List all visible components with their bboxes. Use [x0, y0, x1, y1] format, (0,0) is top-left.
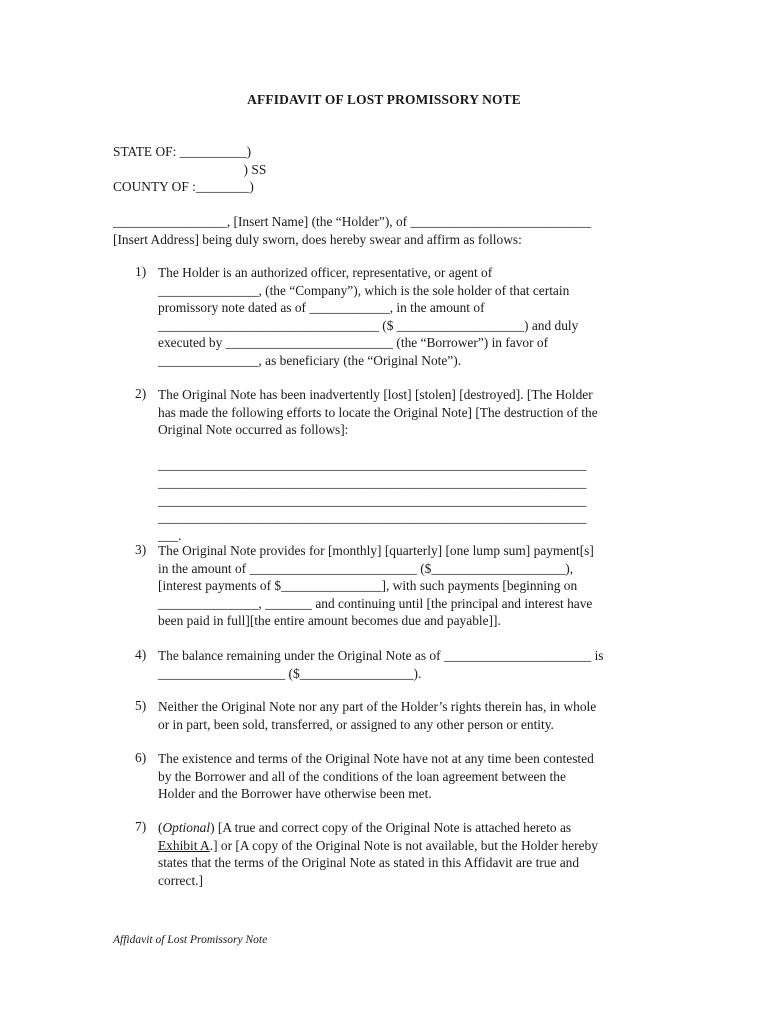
item-line: Original Note occurred as follows]:: [158, 422, 349, 438]
blank-line: ________________________________________________________________: [158, 510, 587, 526]
county-line: COUNTY OF :________): [113, 179, 254, 194]
item-line: states that the terms of the Original Note as stated in this Affidavit are true and: [158, 855, 580, 871]
item-line: Neither the Original Note nor any part of the Holder’s rights therein has, in whole: [158, 699, 597, 714]
item-line: The existence and terms of the Original Note have not at any time been contested: [158, 751, 594, 766]
blank-line: ___.: [158, 527, 182, 543]
item-number: 1): [135, 264, 147, 279]
item-line: [158, 837, 658, 855]
item-2-body: [158, 386, 658, 544]
intro-line-1: _________________, [Insert Name] (the “Holder”), of ___________________________: [113, 214, 592, 229]
item-line: promissory note dated as of ____________, in the amount of: [158, 300, 485, 316]
item-line: [158, 439, 658, 457]
item-6-body: [158, 750, 658, 803]
item-line: The balance remaining under the Original Note as of ______________________ is: [158, 648, 604, 663]
line-rest: ) [A true and correct copy of the Original Note is attached hereto as: [210, 820, 572, 835]
item-4-body: [158, 647, 658, 682]
item-line: Holder and the Borrower have otherwise been met.: [158, 786, 432, 802]
item-number: 3): [135, 542, 147, 557]
exhibit-a-label: Exhibit A: [158, 837, 210, 853]
item-line: in the amount of _________________________ ($____________________),: [158, 560, 574, 576]
item-5-body: [158, 698, 658, 733]
item-line: The Holder is an authorized officer, representative, or agent of: [158, 265, 493, 280]
optional-label: Optional: [162, 820, 211, 835]
blank-line: ________________________________________________________________: [158, 492, 587, 508]
item-7-body: [158, 819, 658, 889]
ss-line: ) SS: [113, 162, 267, 177]
item-number: 5): [135, 698, 147, 713]
item-line: _______________, (the “Company”), which is the sole holder of that certain: [158, 282, 570, 298]
item-line: _______________, as beneficiary (the “Original Note”).: [158, 352, 462, 368]
line-rest: .] or [A copy of the Original Note is not available, but the Holder hereby: [209, 837, 598, 853]
item-line: by the Borrower and all of the conditions of the loan agreement between the: [158, 768, 566, 784]
document-title: AFFIDAVIT OF LOST PROMISSORY NOTE: [247, 92, 521, 107]
state-line: STATE OF: __________): [113, 144, 252, 159]
intro-line-2: [Insert Address] being duly sworn, does hereby swear and affirm as follows:: [113, 232, 522, 247]
item-line: _______________, _______ and continuing until [the principal and interest have: [158, 595, 593, 611]
blank-line: ________________________________________________________________: [158, 474, 587, 490]
open-paren: (: [158, 820, 163, 835]
item-number: 4): [135, 647, 147, 662]
item-number: 6): [135, 750, 147, 765]
item-1-body: [158, 264, 658, 370]
item-line: The Original Note provides for [monthly] [quarterly] [one lump sum] payment[s]: [158, 543, 594, 558]
document-footer: Affidavit of Lost Promissory Note: [113, 934, 268, 946]
blank-line: ________________________________________________________________: [158, 457, 587, 473]
item-line: [158, 819, 658, 837]
item-line: [interest payments of $_______________], with such payments [beginning on: [158, 578, 578, 594]
item-line: correct.]: [158, 872, 203, 888]
item-line: been paid in full][the entire amount becomes due and payable]].: [158, 613, 501, 629]
item-line: _________________________________ ($ ___________________) and duly: [158, 317, 579, 333]
item-line: The Original Note has been inadvertently [lost] [stolen] [destroyed]. [The Holder: [158, 387, 593, 402]
item-line: ___________________ ($_________________).: [158, 665, 422, 681]
item-line: or in part, been sold, transferred, or assigned to any other person or entity.: [158, 716, 554, 732]
item-number: 7): [135, 819, 147, 834]
item-number: 2): [135, 386, 147, 401]
item-line: has made the following efforts to locate the Original Note] [The destruction of the: [158, 404, 598, 420]
item-3-body: [158, 542, 658, 630]
item-line: executed by _________________________ (the “Borrower”) in favor of: [158, 335, 549, 351]
